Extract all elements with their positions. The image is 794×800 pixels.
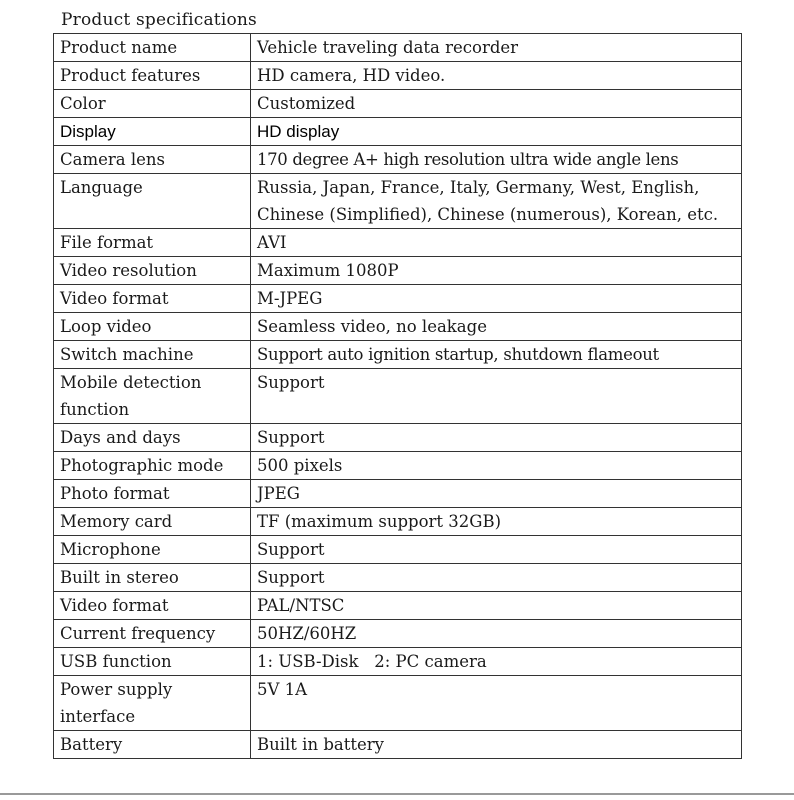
table-row [54, 229, 742, 257]
spec-key: Language [54, 174, 251, 229]
spec-value: Support [251, 369, 742, 424]
table-row [54, 592, 742, 620]
table-row [54, 620, 742, 648]
table-row [54, 90, 742, 118]
spec-value: 50HZ/60HZ [251, 620, 742, 648]
spec-key: USB function [54, 648, 251, 676]
spec-key: Days and days [54, 424, 251, 452]
spec-key: Camera lens [54, 146, 251, 174]
spec-key: Video format [54, 285, 251, 313]
table-row [54, 313, 742, 341]
table-row [54, 257, 742, 285]
table-row [54, 536, 742, 564]
table-row [54, 508, 742, 536]
spec-value: PAL/NTSC [251, 592, 742, 620]
spec-key: Current frequency [54, 620, 251, 648]
spec-key: Loop video [54, 313, 251, 341]
spec-value: Support [251, 564, 742, 592]
spec-value: AVI [251, 229, 742, 257]
spec-value: Customized [251, 90, 742, 118]
spec-value: Support auto ignition startup, shutdown flameout [251, 341, 742, 369]
table-row [54, 731, 742, 759]
table-row [54, 452, 742, 480]
spec-table [53, 33, 742, 759]
page-divider [0, 793, 794, 795]
spec-key: Product features [54, 62, 251, 90]
spec-key: Color [54, 90, 251, 118]
table-row [54, 480, 742, 508]
spec-value: Russia, Japan, France, Italy, Germany, West, English, Chinese (Simplified), Chinese (numerous), Korean, etc. [251, 174, 742, 229]
spec-key: Product name [54, 34, 251, 62]
spec-value: Maximum 1080P [251, 257, 742, 285]
table-row [54, 174, 742, 229]
table-row [54, 424, 742, 452]
spec-value: Support [251, 536, 742, 564]
table-row [54, 564, 742, 592]
spec-key: File format [54, 229, 251, 257]
spec-value: 1: USB-Disk 2: PC camera [251, 648, 742, 676]
spec-value: 5V 1A [251, 676, 742, 731]
spec-value: JPEG [251, 480, 742, 508]
spec-key: Video format [54, 592, 251, 620]
spec-key: Microphone [54, 536, 251, 564]
spec-value: Vehicle traveling data recorder [251, 34, 742, 62]
spec-value: 500 pixels [251, 452, 742, 480]
spec-value: Built in battery [251, 731, 742, 759]
table-row [54, 341, 742, 369]
spec-key: Photographic mode [54, 452, 251, 480]
spec-value: 170 degree A+ high resolution ultra wide angle lens [251, 146, 742, 174]
table-row [54, 118, 742, 146]
page-title: Product specifications [61, 10, 257, 30]
table-row [54, 676, 742, 731]
spec-key: Mobile detection function [54, 369, 251, 424]
spec-key: Battery [54, 731, 251, 759]
spec-value: HD camera, HD video. [251, 62, 742, 90]
spec-key: Built in stereo [54, 564, 251, 592]
table-row [54, 34, 742, 62]
spec-key: Memory card [54, 508, 251, 536]
table-row [54, 285, 742, 313]
spec-value: Support [251, 424, 742, 452]
spec-key: Photo format [54, 480, 251, 508]
spec-value: HD display [251, 118, 742, 146]
spec-key: Display [54, 118, 251, 146]
table-row [54, 648, 742, 676]
spec-value: TF (maximum support 32GB) [251, 508, 742, 536]
spec-value: Seamless video, no leakage [251, 313, 742, 341]
spec-key: Power supply interface [54, 676, 251, 731]
table-row [54, 369, 742, 424]
spec-key: Video resolution [54, 257, 251, 285]
spec-value: M-JPEG [251, 285, 742, 313]
spec-key: Switch machine [54, 341, 251, 369]
table-row [54, 146, 742, 174]
table-row [54, 62, 742, 90]
